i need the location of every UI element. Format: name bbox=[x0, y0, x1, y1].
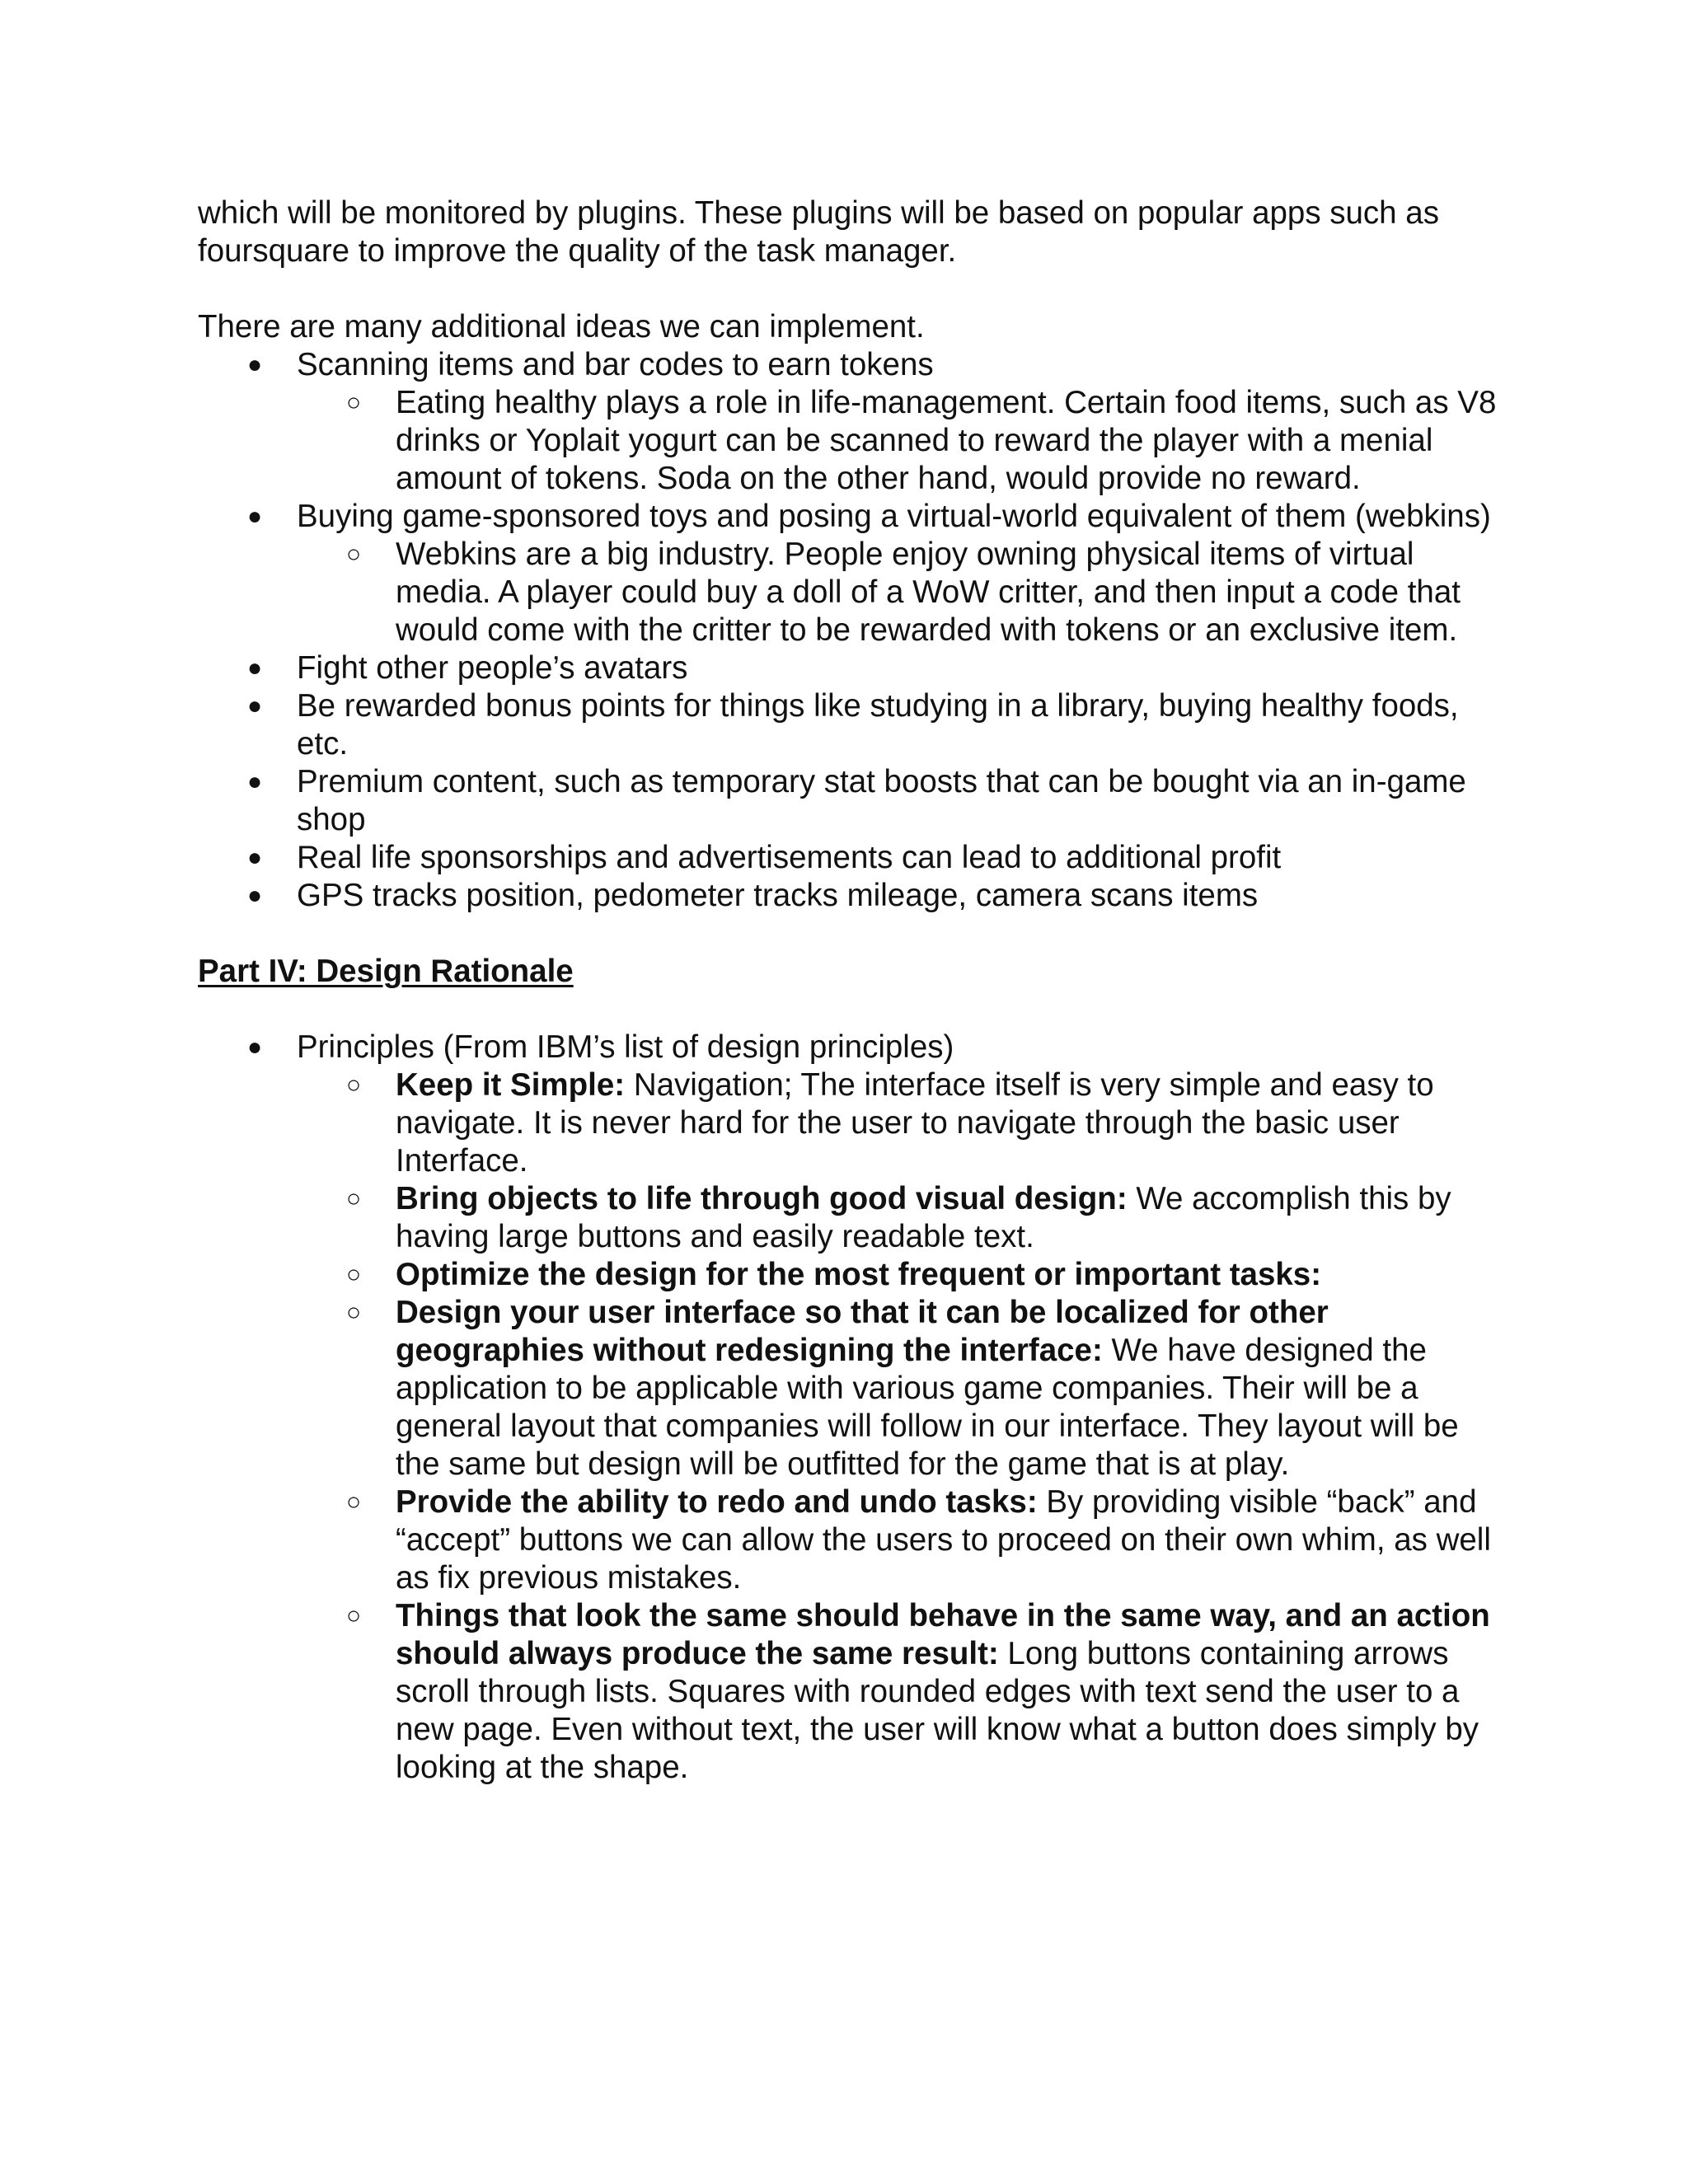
sub-list bbox=[297, 1066, 1500, 1787]
principle-text: By providing visible “back” and “accept” buttons we can allow the users to proceed on their own whim, as well as fix previous mistakes. bbox=[396, 1484, 1491, 1596]
hollow-bullet-icon: ○ bbox=[346, 1299, 362, 1326]
principle-title: Optimize the design for the most frequent or important tasks: bbox=[396, 1257, 1322, 1292]
spacer bbox=[198, 915, 1500, 953]
list-item bbox=[198, 839, 1500, 877]
principle-text: Long buttons containing arrows scroll through lists. Squares with rounded edges with text send the user to a new page. Even without text, the user will know what a button does simply by looking at the shape. bbox=[396, 1636, 1479, 1785]
list-item bbox=[198, 763, 1500, 839]
hollow-bullet-icon: ○ bbox=[346, 541, 362, 568]
principle-title: Provide the ability to redo and undo tasks: bbox=[396, 1484, 1038, 1520]
document-page bbox=[198, 194, 1500, 1787]
principle-text: We have designed the application to be applicable with various game companies. Their will be a general layout that companies will follow in our interface. They layout will be the same but design will be outfitted for the game that is at play. bbox=[396, 1333, 1459, 1482]
intro-paragraph: which will be monitored by plugins. These plugins will be based on popular apps such as foursquare to improve the quality of the task manager. bbox=[198, 195, 1439, 269]
idea-text: Real life sponsorships and advertisements can lead to additional profit bbox=[297, 840, 1282, 875]
sub-list-item bbox=[297, 536, 1500, 649]
principle-item bbox=[297, 1256, 1500, 1294]
idea-text: Buying game-sponsored toys and posing a virtual-world equivalent of them (webkins) bbox=[297, 499, 1491, 534]
principles-label: Principles (From IBM’s list of design principles) bbox=[297, 1029, 954, 1065]
sub-list-item bbox=[297, 384, 1500, 498]
section-heading: Part IV: Design Rationale bbox=[198, 954, 574, 989]
filled-bullet-icon: ● bbox=[247, 503, 263, 530]
principle-item bbox=[297, 1597, 1500, 1787]
hollow-bullet-icon: ○ bbox=[346, 1488, 362, 1516]
sub-item-text: Webkins are a big industry. People enjoy owning physical items of virtual media. A player could buy a doll of a WoW critter, and then input a code that would come with the critter to be rewarded with tokens or an exclusive item. bbox=[396, 537, 1461, 648]
principle-item bbox=[297, 1066, 1500, 1180]
principle-text: We accomplish this by having large buttons and easily readable text. bbox=[396, 1181, 1451, 1254]
list-item bbox=[198, 687, 1500, 763]
hollow-bullet-icon: ○ bbox=[346, 1261, 362, 1288]
principle-item bbox=[297, 1483, 1500, 1597]
sub-item-text: Eating healthy plays a role in life-management. Certain food items, such as V8 drinks or Yoplait yogurt can be scanned to reward the player with a menial amount of tokens. Soda on the other hand, would provide no reward. bbox=[396, 385, 1497, 496]
list-item bbox=[198, 498, 1500, 649]
sub-list bbox=[297, 384, 1500, 498]
filled-bullet-icon: ● bbox=[247, 1033, 263, 1061]
principles-list bbox=[198, 1029, 1500, 1787]
principle-title: Keep it Simple: bbox=[396, 1067, 626, 1103]
filled-bullet-icon: ● bbox=[247, 692, 263, 719]
list-item bbox=[198, 877, 1500, 915]
filled-bullet-icon: ● bbox=[247, 882, 263, 909]
filled-bullet-icon: ● bbox=[247, 654, 263, 682]
hollow-bullet-icon: ○ bbox=[346, 1185, 362, 1212]
list-item bbox=[198, 1029, 1500, 1787]
ideas-lead: There are many additional ideas we can implement. bbox=[198, 309, 925, 344]
principle-title: Design your user interface so that it can be localized for other geographies without redesigning the interface: bbox=[396, 1295, 1329, 1368]
idea-text: Scanning items and bar codes to earn tokens bbox=[297, 347, 934, 382]
filled-bullet-icon: ● bbox=[247, 844, 263, 871]
list-item bbox=[198, 649, 1500, 687]
hollow-bullet-icon: ○ bbox=[346, 1602, 362, 1629]
list-item bbox=[198, 346, 1500, 498]
spacer bbox=[198, 991, 1500, 1029]
spacer bbox=[198, 270, 1500, 308]
filled-bullet-icon: ● bbox=[247, 351, 263, 378]
principle-title: Things that look the same should behave in the same way, and an action should always produce the same result: bbox=[396, 1598, 1490, 1671]
idea-text: Fight other people’s avatars bbox=[297, 650, 688, 686]
idea-text: Be rewarded bonus points for things like studying in a library, buying healthy foods, etc. bbox=[297, 688, 1459, 762]
idea-text: GPS tracks position, pedometer tracks mileage, camera scans items bbox=[297, 878, 1259, 913]
principle-item bbox=[297, 1294, 1500, 1483]
ideas-list bbox=[198, 346, 1500, 915]
hollow-bullet-icon: ○ bbox=[346, 1071, 362, 1099]
filled-bullet-icon: ● bbox=[247, 768, 263, 795]
principle-text: Navigation; The interface itself is very simple and easy to navigate. It is never hard for the user to navigate through the basic user Interface. bbox=[396, 1067, 1434, 1179]
principle-title: Bring objects to life through good visual design: bbox=[396, 1181, 1128, 1216]
hollow-bullet-icon: ○ bbox=[346, 389, 362, 416]
idea-text: Premium content, such as temporary stat boosts that can be bought via an in-game shop bbox=[297, 764, 1466, 837]
sub-list bbox=[297, 536, 1500, 649]
principle-item bbox=[297, 1180, 1500, 1256]
